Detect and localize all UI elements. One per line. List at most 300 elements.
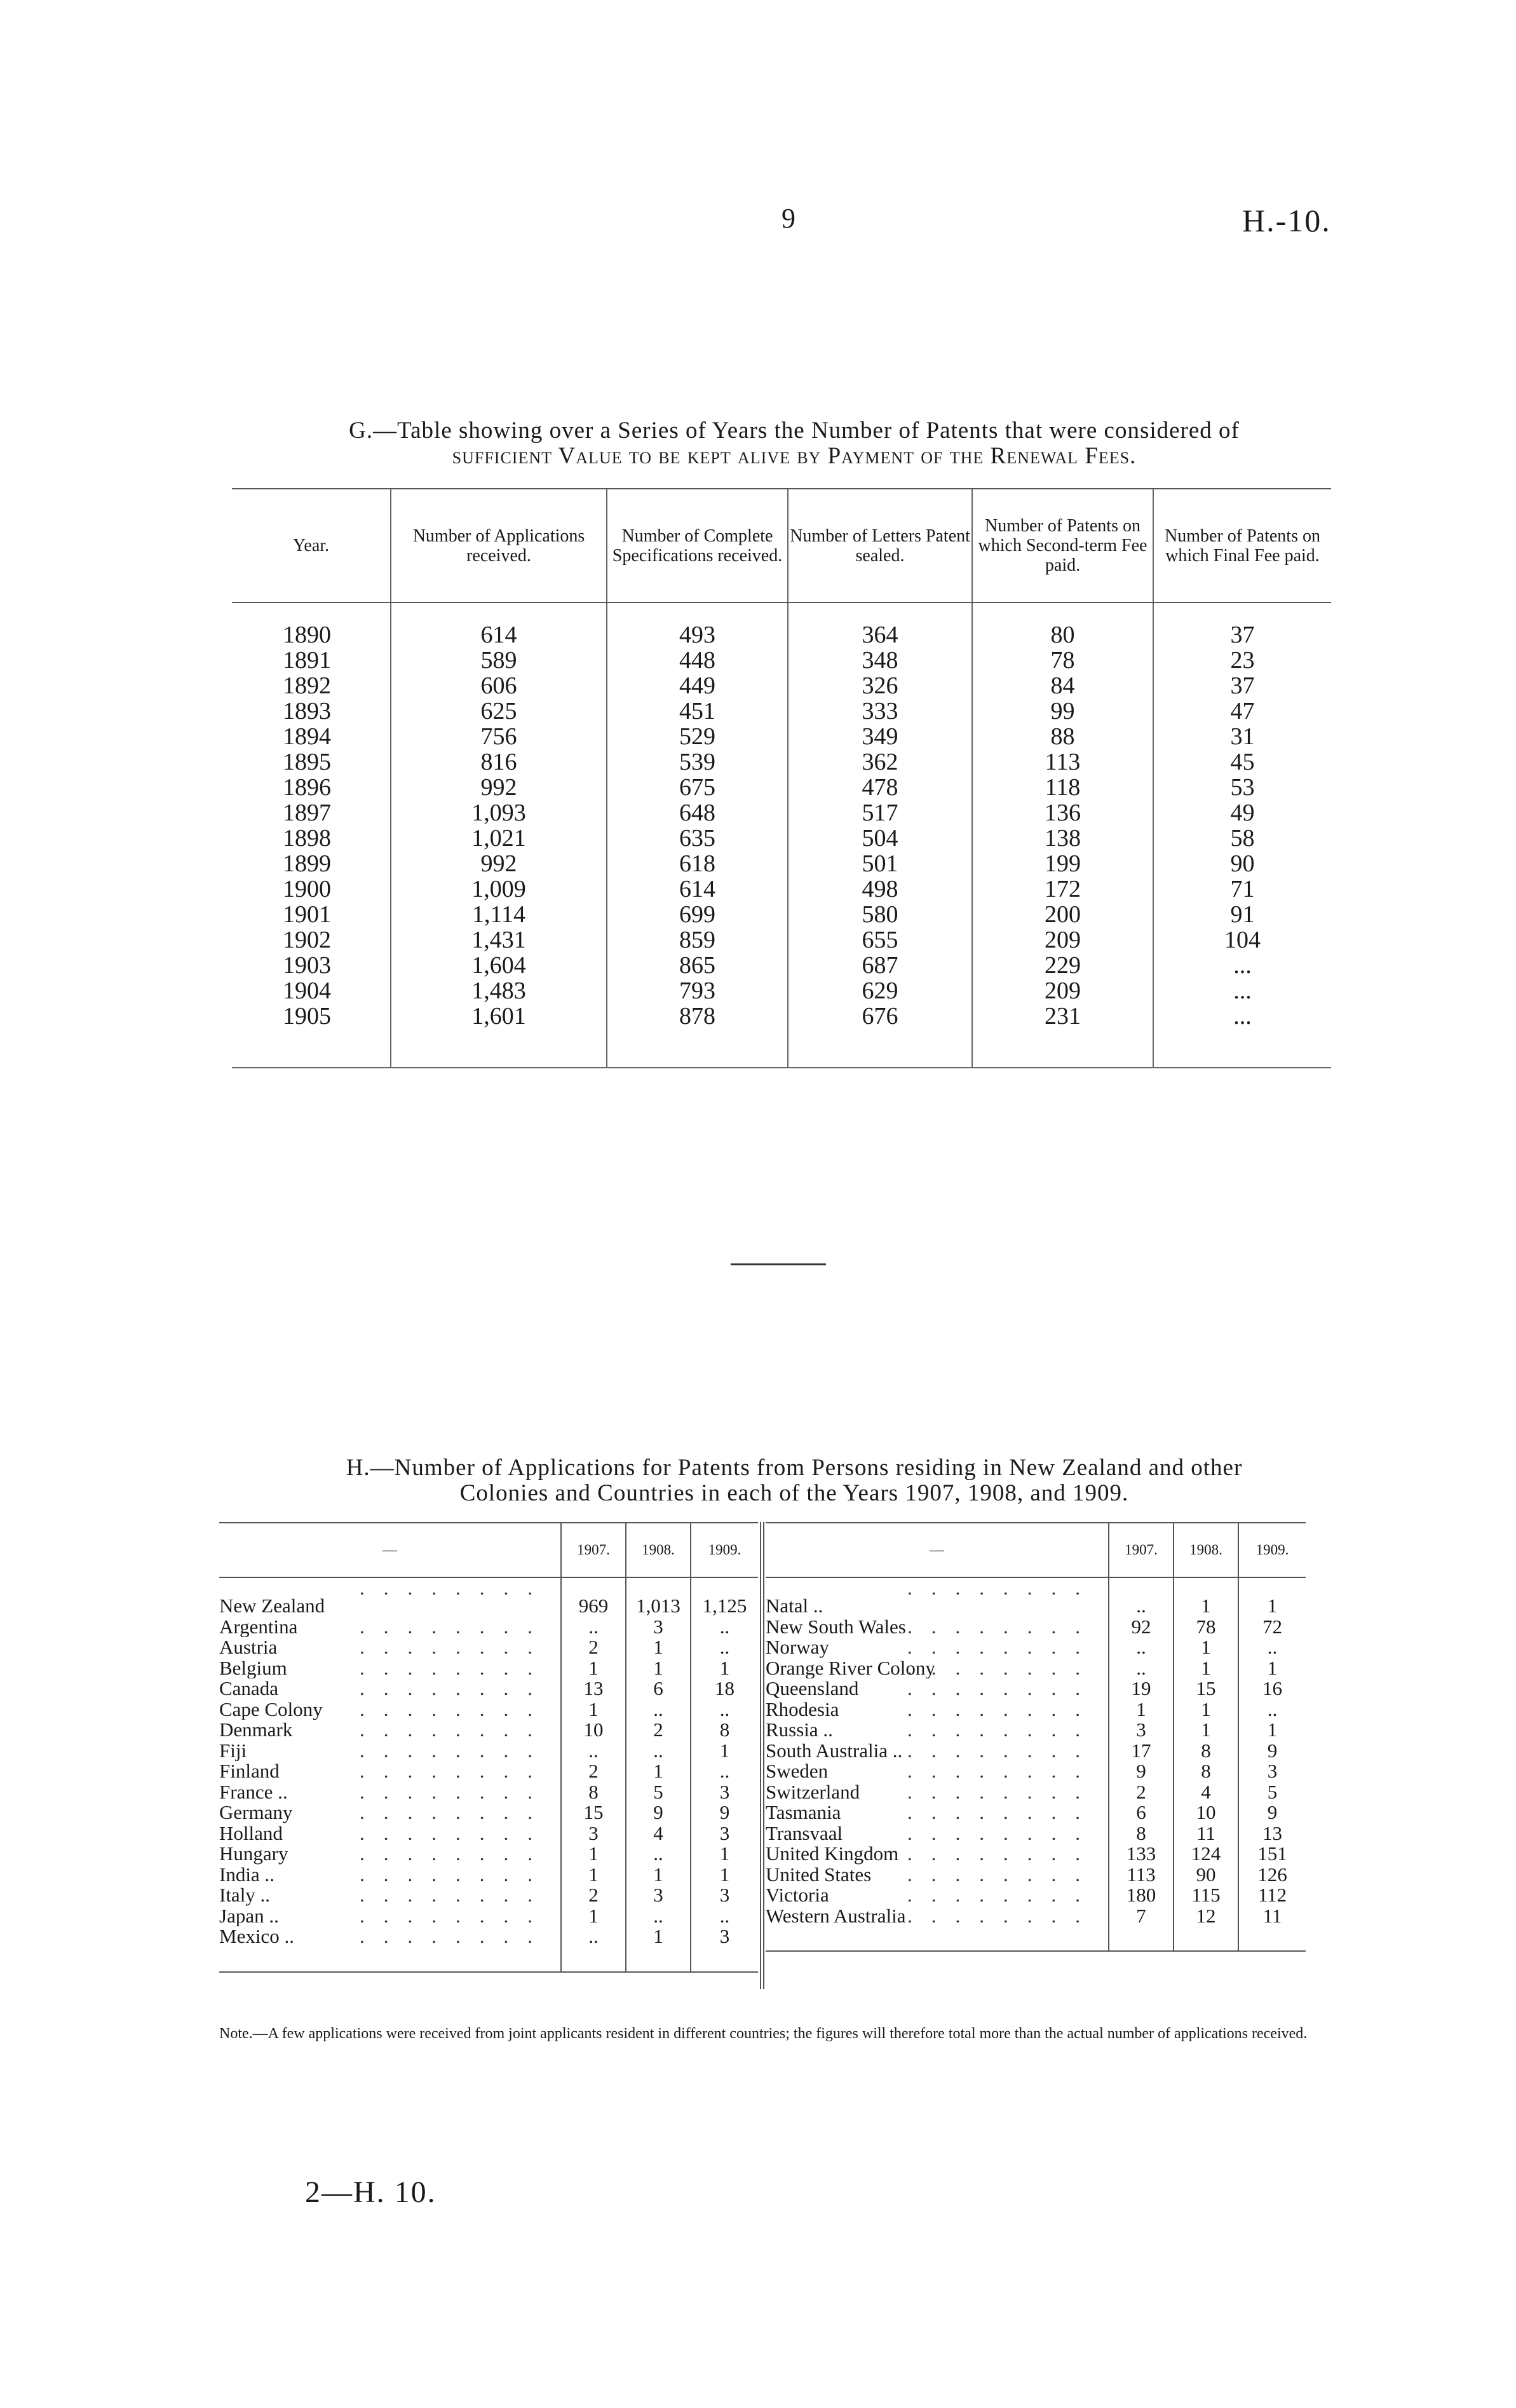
table-cell: 3 <box>691 1926 758 1972</box>
table-g-title-line1: G.—Table showing over a Series of Years the Number of Patents that were considered of <box>349 418 1240 444</box>
table-h-title-line2: Colonies and Countries in each of the Years 1907, 1908, and 1909. <box>459 1480 1129 1506</box>
country-name: Hungary <box>219 1844 288 1865</box>
country-name: Transvaal <box>766 1823 843 1844</box>
table-cell: .. <box>626 1699 691 1720</box>
country-name: Austria <box>219 1637 278 1658</box>
table-cell: 756 <box>391 724 607 749</box>
table-cell: 493 <box>607 602 788 648</box>
table-cell: 1 <box>1109 1699 1174 1720</box>
table-cell: 348 <box>788 648 972 673</box>
country-cell <box>766 1761 1109 1782</box>
table-h-column-header: 1907. <box>561 1523 626 1577</box>
country-cell <box>219 1782 561 1803</box>
table-cell: 126 <box>1238 1865 1306 1886</box>
table-h-column-header: — <box>766 1523 1109 1577</box>
table-cell: 2 <box>626 1720 691 1741</box>
table-cell: .. <box>1238 1699 1306 1720</box>
leader-dots: ..​..​..​.. <box>360 1885 552 1906</box>
country-name: Rhodesia <box>766 1699 839 1720</box>
table-cell: .. <box>626 1844 691 1865</box>
table-cell: ... <box>1153 978 1331 1003</box>
country-name: Canada <box>219 1678 278 1699</box>
table-cell: 124 <box>1174 1844 1238 1865</box>
table-h-note: Note.—A few applications were received from joint applicants resident in different countries; the figures will therefore total more than the actual number of applications received. <box>219 2025 1308 2042</box>
table-row <box>232 953 1331 978</box>
table-cell: 84 <box>972 673 1153 698</box>
leader-dots: ..​..​..​.. <box>360 1761 552 1782</box>
country-cell <box>766 1720 1109 1741</box>
table-cell: 1 <box>561 1844 626 1865</box>
table-cell: 10 <box>1174 1802 1238 1823</box>
country-cell <box>219 1844 561 1865</box>
table-cell: 1 <box>626 1926 691 1972</box>
country-name: Switzerland <box>766 1781 860 1802</box>
country-name: Italy .. <box>219 1885 271 1906</box>
table-cell: ... <box>1153 953 1331 978</box>
table-h-column-header: — <box>219 1523 561 1577</box>
country-name: Sweden <box>766 1761 829 1782</box>
table-cell: 648 <box>607 800 788 826</box>
table-cell: 675 <box>607 775 788 800</box>
table-cell: 3 <box>1109 1720 1174 1741</box>
country-name: New Zealand <box>219 1595 325 1617</box>
table-cell: 229 <box>972 953 1153 978</box>
table-row <box>766 1678 1306 1699</box>
table-row <box>232 1003 1331 1068</box>
table-cell: 172 <box>972 876 1153 902</box>
country-name: South Australia .. <box>766 1740 903 1761</box>
country-name: Norway <box>766 1637 829 1658</box>
table-row <box>766 1637 1306 1658</box>
table-cell: 1,009 <box>391 876 607 902</box>
table-row <box>766 1761 1306 1782</box>
table-h-left-body <box>219 1577 758 1972</box>
leader-dots: ..​..​..​.. <box>360 1802 552 1823</box>
table-row <box>766 1885 1306 1906</box>
table-cell: 45 <box>1153 749 1331 775</box>
country-cell <box>219 1761 561 1782</box>
country-name: France .. <box>219 1781 288 1802</box>
leader-dots: ..​..​..​.. <box>907 1577 1099 1599</box>
table-cell: 878 <box>607 1003 788 1068</box>
table-cell: .. <box>561 1741 626 1762</box>
table-row <box>232 749 1331 775</box>
table-cell: .. <box>691 1699 758 1720</box>
table-cell: 8 <box>1174 1741 1238 1762</box>
table-row <box>766 1802 1306 1823</box>
table-row <box>219 1637 758 1658</box>
leader-dots: ..​..​..​.. <box>360 1844 552 1865</box>
country-name: United Kingdom <box>766 1844 899 1865</box>
table-cell: 15 <box>561 1802 626 1823</box>
table-g-column-header: Number of Letters Patent sealed. <box>788 489 972 602</box>
table-cell: 8 <box>1109 1823 1174 1844</box>
table-cell: 625 <box>391 698 607 724</box>
leader-dots: ..​..​..​.. <box>360 1823 552 1844</box>
leader-dots: ..​..​..​.. <box>360 1657 552 1678</box>
table-row <box>232 602 1331 648</box>
year-cell: 1903 <box>283 952 331 979</box>
country-cell <box>766 1741 1109 1762</box>
table-h-left-header-row <box>219 1523 758 1577</box>
table-cell: 1 <box>626 1865 691 1886</box>
table-cell: 31 <box>1153 724 1331 749</box>
table-cell: 529 <box>607 724 788 749</box>
table-cell: 99 <box>972 698 1153 724</box>
table-cell: 3 <box>626 1885 691 1906</box>
table-cell: 1,114 <box>391 902 607 927</box>
country-cell <box>219 1741 561 1762</box>
country-name: Holland <box>219 1823 283 1844</box>
table-cell: 992 <box>391 851 607 876</box>
table-cell: 1,431 <box>391 927 607 953</box>
table-cell: 2 <box>561 1761 626 1782</box>
year-cell: 1905 <box>283 1003 331 1030</box>
table-cell: 1 <box>691 1658 758 1679</box>
country-cell <box>766 1865 1109 1886</box>
page-number: 9 <box>782 203 795 234</box>
table-cell: 969 <box>561 1577 626 1617</box>
table-h-right-body <box>766 1577 1306 1951</box>
table-cell: 12 <box>1174 1906 1238 1952</box>
table-cell: 1 <box>626 1637 691 1658</box>
table-cell: 1 <box>1174 1720 1238 1741</box>
table-cell: 2 <box>561 1885 626 1906</box>
table-row <box>219 1577 758 1617</box>
table-row <box>219 1720 758 1741</box>
table-cell: 333 <box>788 698 972 724</box>
table-cell: 2 <box>561 1637 626 1658</box>
country-name: Queensland <box>766 1678 859 1699</box>
leader-dots: ..​..​..​.. <box>907 1864 1099 1885</box>
table-cell: 23 <box>1153 648 1331 673</box>
country-name: Mexico .. <box>219 1926 294 1947</box>
country-cell <box>766 1658 1109 1679</box>
table-cell: 687 <box>788 953 972 978</box>
table-cell: 629 <box>788 978 972 1003</box>
table-row <box>766 1658 1306 1679</box>
table-h-title <box>235 1455 1353 1506</box>
table-cell: 448 <box>607 648 788 673</box>
table-cell: 1,125 <box>691 1577 758 1617</box>
table-row <box>219 1678 758 1699</box>
table-cell: .. <box>691 1761 758 1782</box>
table-cell: 47 <box>1153 698 1331 724</box>
year-cell: 1898 <box>283 825 331 852</box>
table-cell: 1,483 <box>391 978 607 1003</box>
table-row <box>766 1617 1306 1638</box>
table-row <box>766 1699 1306 1720</box>
country-name: Argentina <box>219 1616 298 1637</box>
table-cell: 138 <box>972 826 1153 851</box>
table-cell: 1 <box>1174 1699 1238 1720</box>
country-name: Victoria <box>766 1885 829 1906</box>
table-cell: 6 <box>626 1678 691 1699</box>
country-name: Natal .. <box>766 1595 823 1617</box>
table-cell: 9 <box>1238 1741 1306 1762</box>
table-row <box>219 1926 758 1972</box>
table-row <box>232 902 1331 927</box>
table-cell: 1 <box>1174 1658 1238 1679</box>
leader-dots: ..​..​..​.. <box>360 1699 552 1720</box>
table-cell: 231 <box>972 1003 1153 1068</box>
country-cell <box>219 1906 561 1927</box>
country-name: Belgium <box>219 1657 287 1678</box>
country-cell <box>766 1802 1109 1823</box>
table-cell: 209 <box>972 978 1153 1003</box>
table-row <box>219 1741 758 1762</box>
table-g-column-header: Year. <box>232 489 391 602</box>
table-cell: 113 <box>972 749 1153 775</box>
table-cell: 78 <box>1174 1617 1238 1638</box>
leader-dots: ..​..​..​.. <box>907 1781 1099 1802</box>
table-cell: .. <box>691 1617 758 1638</box>
country-name: United States <box>766 1864 872 1885</box>
country-cell <box>766 1637 1109 1658</box>
document-reference: H.-10. <box>1242 203 1331 238</box>
table-cell: 1 <box>691 1865 758 1886</box>
leader-dots: ..​..​..​.. <box>360 1926 552 1947</box>
country-cell <box>219 1720 561 1741</box>
table-cell: 1 <box>1174 1637 1238 1658</box>
table-cell: 8 <box>561 1782 626 1803</box>
table-cell: 37 <box>1153 673 1331 698</box>
table-cell: 3 <box>561 1823 626 1844</box>
table-cell: 517 <box>788 800 972 826</box>
table-cell: 539 <box>607 749 788 775</box>
table-g-column-header: Number of Patents on which Final Fee paid. <box>1153 489 1331 602</box>
table-cell: 4 <box>1174 1782 1238 1803</box>
country-cell <box>219 1577 561 1617</box>
country-cell <box>766 1678 1109 1699</box>
table-cell: 9 <box>691 1802 758 1823</box>
table-cell: 72 <box>1238 1617 1306 1638</box>
table-row <box>232 851 1331 876</box>
leader-dots: ..​..​..​.. <box>907 1885 1099 1906</box>
table-cell: 589 <box>391 648 607 673</box>
year-cell: 1902 <box>283 927 331 953</box>
table-row <box>232 927 1331 953</box>
table-cell: 9 <box>1238 1802 1306 1823</box>
table-h-column-header: 1909. <box>691 1523 758 1577</box>
table-row <box>219 1699 758 1720</box>
signature-mark: 2—H. 10. <box>305 2175 437 2209</box>
table-g-title <box>235 418 1353 469</box>
table-g-column-header: Number of Applications received. <box>391 489 607 602</box>
table-cell: 15 <box>1174 1678 1238 1699</box>
table-row <box>232 775 1331 800</box>
table-cell: 118 <box>972 775 1153 800</box>
country-cell <box>219 1637 561 1658</box>
country-cell <box>219 1678 561 1699</box>
table-row <box>219 1865 758 1886</box>
table-cell: 13 <box>1238 1823 1306 1844</box>
country-cell <box>766 1699 1109 1720</box>
table-cell: 58 <box>1153 826 1331 851</box>
table-cell: 115 <box>1174 1885 1238 1906</box>
leader-dots: ..​..​..​.. <box>907 1616 1099 1637</box>
table-h-right <box>766 1522 1306 1952</box>
table-row <box>219 1844 758 1865</box>
table-cell: 18 <box>691 1678 758 1699</box>
leader-dots: ..​..​..​.. <box>360 1616 552 1637</box>
table-cell: 498 <box>788 876 972 902</box>
table-row <box>232 698 1331 724</box>
table-cell: 1 <box>691 1741 758 1762</box>
table-row <box>232 673 1331 698</box>
leader-dots: ..​..​..​.. <box>907 1823 1099 1844</box>
leader-dots: ..​..​..​.. <box>907 1844 1099 1865</box>
leader-dots: ..​..​..​.. <box>360 1781 552 1802</box>
table-cell: 180 <box>1109 1885 1174 1906</box>
table-cell: 199 <box>972 851 1153 876</box>
table-h-right-header-row <box>766 1523 1306 1577</box>
table-cell: .. <box>691 1906 758 1927</box>
table-row <box>219 1906 758 1927</box>
year-cell: 1899 <box>283 850 331 877</box>
table-g-column-header: Number of Patents on which Second-term Fee paid. <box>972 489 1153 602</box>
table-row <box>766 1823 1306 1844</box>
table-row <box>219 1782 758 1803</box>
table-cell: 78 <box>972 648 1153 673</box>
table-row <box>766 1906 1306 1952</box>
table-g-body <box>232 602 1331 1068</box>
leader-dots: ..​..​..​.. <box>360 1720 552 1741</box>
table-cell: 104 <box>1153 927 1331 953</box>
country-name: India .. <box>219 1864 274 1885</box>
table-cell: 37 <box>1153 602 1331 648</box>
table-cell: 349 <box>788 724 972 749</box>
table-cell: 7 <box>1109 1906 1174 1952</box>
table-h-column-header: 1908. <box>626 1523 691 1577</box>
table-cell: 676 <box>788 1003 972 1068</box>
table-cell: 1 <box>1238 1577 1306 1617</box>
year-cell: 1896 <box>283 774 331 801</box>
table-row <box>766 1844 1306 1865</box>
country-name: Cape Colony <box>219 1699 323 1720</box>
table-cell: 71 <box>1153 876 1331 902</box>
table-row <box>232 978 1331 1003</box>
table-g-title-line2: sufficient Value to be kept alive by Payment of the Renewal Fees. <box>452 443 1137 469</box>
country-cell <box>219 1699 561 1720</box>
table-cell: 364 <box>788 602 972 648</box>
table-cell: .. <box>561 1617 626 1638</box>
table-cell: 3 <box>1238 1761 1306 1782</box>
year-cell: 1890 <box>283 622 331 648</box>
country-cell <box>766 1823 1109 1844</box>
table-cell: 92 <box>1109 1617 1174 1638</box>
country-name: Western Australia <box>766 1905 906 1927</box>
table-row <box>219 1885 758 1906</box>
country-name: Denmark <box>219 1720 293 1741</box>
table-cell: ... <box>1153 1003 1331 1068</box>
table-cell: 606 <box>391 673 607 698</box>
table-cell: 1,604 <box>391 953 607 978</box>
table-cell: 793 <box>607 978 788 1003</box>
table-cell: 3 <box>691 1782 758 1803</box>
year-cell: 1894 <box>283 723 331 750</box>
table-cell: 478 <box>788 775 972 800</box>
table-cell: .. <box>1109 1658 1174 1679</box>
table-cell: 3 <box>691 1823 758 1844</box>
table-cell: 90 <box>1153 851 1331 876</box>
table-cell: 362 <box>788 749 972 775</box>
table-cell: 16 <box>1238 1678 1306 1699</box>
table-cell: .. <box>1109 1577 1174 1617</box>
table-cell: 3 <box>626 1617 691 1638</box>
table-cell: 112 <box>1238 1885 1306 1906</box>
table-cell: 5 <box>626 1782 691 1803</box>
table-cell: 113 <box>1109 1865 1174 1886</box>
table-cell: 209 <box>972 927 1153 953</box>
table-row <box>766 1741 1306 1762</box>
table-g <box>232 488 1331 1068</box>
leader-dots: ..​..​..​.. <box>907 1699 1099 1720</box>
country-cell <box>766 1906 1109 1952</box>
leader-dots: ..​..​..​.. <box>360 1577 552 1599</box>
table-row <box>232 648 1331 673</box>
table-cell: .. <box>626 1741 691 1762</box>
table-cell: 618 <box>607 851 788 876</box>
table-cell: 449 <box>607 673 788 698</box>
table-cell: 11 <box>1238 1906 1306 1952</box>
country-name: Russia .. <box>766 1720 833 1741</box>
table-cell: 200 <box>972 902 1153 927</box>
table-cell: 4 <box>626 1823 691 1844</box>
table-cell: 451 <box>607 698 788 724</box>
year-cell: 1891 <box>283 647 331 674</box>
leader-dots: ..​..​..​.. <box>907 1802 1099 1823</box>
country-cell <box>219 1926 561 1972</box>
table-cell: 326 <box>788 673 972 698</box>
country-cell <box>219 1658 561 1679</box>
table-row <box>232 800 1331 826</box>
country-cell <box>219 1802 561 1823</box>
leader-dots: ..​..​..​.. <box>360 1864 552 1885</box>
table-cell: 1 <box>626 1658 691 1679</box>
table-cell: 1 <box>1238 1658 1306 1679</box>
table-cell: .. <box>1238 1637 1306 1658</box>
leader-dots: ..​..​..​.. <box>907 1637 1099 1658</box>
table-cell: 6 <box>1109 1802 1174 1823</box>
country-cell <box>219 1865 561 1886</box>
table-cell: 655 <box>788 927 972 953</box>
table-cell: 9 <box>626 1802 691 1823</box>
table-h-column-header: 1908. <box>1174 1523 1238 1577</box>
table-cell: 136 <box>972 800 1153 826</box>
table-cell: 11 <box>1174 1823 1238 1844</box>
table-cell: 1 <box>561 1658 626 1679</box>
table-cell: 859 <box>607 927 788 953</box>
table-h-column-header: 1909. <box>1238 1523 1306 1577</box>
section-divider <box>731 1263 826 1265</box>
country-name: Germany <box>219 1802 293 1823</box>
table-cell: 90 <box>1174 1865 1238 1886</box>
table-g-column-header: Number of Complete Specifications received. <box>607 489 788 602</box>
table-cell: .. <box>561 1926 626 1972</box>
country-cell <box>766 1885 1109 1906</box>
table-cell: 614 <box>391 602 607 648</box>
table-cell: 80 <box>972 602 1153 648</box>
year-cell: 1892 <box>283 672 331 699</box>
table-cell: 501 <box>788 851 972 876</box>
year-cell: 1895 <box>283 749 331 775</box>
table-cell: 635 <box>607 826 788 851</box>
year-cell: 1897 <box>283 799 331 826</box>
year-cell: 1904 <box>283 977 331 1004</box>
country-cell <box>766 1577 1109 1617</box>
year-cell: 1901 <box>283 901 331 928</box>
